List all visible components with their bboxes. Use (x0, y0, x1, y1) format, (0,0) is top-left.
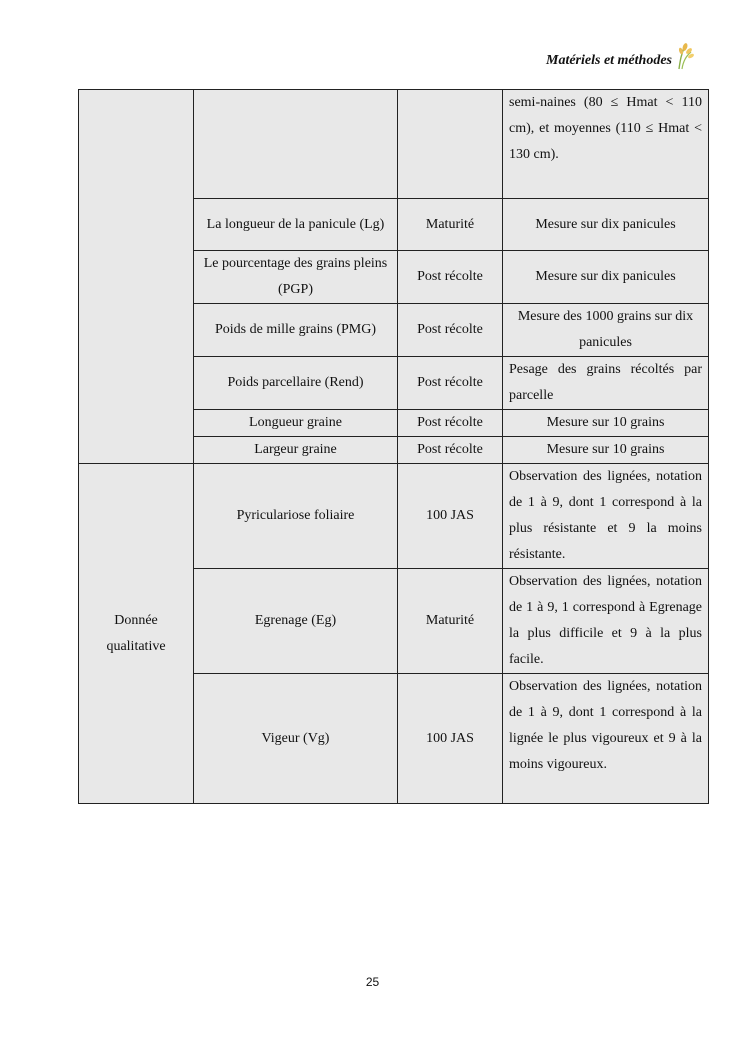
table-row (79, 90, 709, 199)
trait-cell (194, 90, 398, 199)
trait-cell: Vigeur (Vg) (194, 674, 398, 804)
methods-table (78, 89, 709, 804)
stage-cell: 100 JAS (398, 464, 503, 569)
page-number: 25 (365, 975, 380, 989)
table-row (79, 464, 709, 569)
stage-cell: Post récolte (398, 357, 503, 410)
trait-cell: La longueur de la panicule (Lg) (194, 199, 398, 251)
stage-cell (398, 90, 503, 199)
stage-cell: 100 JAS (398, 674, 503, 804)
trait-cell: Longueur graine (194, 410, 398, 437)
trait-cell: Pyriculariose foliaire (194, 464, 398, 569)
method-cell: Mesure sur dix panicules (503, 251, 709, 304)
method-cell: semi-naines (80 ≤ Hmat < 110 cm), et moyennes (110 ≤ Hmat < 130 cm). (503, 90, 709, 199)
trait-cell: Poids de mille grains (PMG) (194, 304, 398, 357)
method-cell: Mesure des 1000 grains sur dix panicules (503, 304, 709, 357)
stage-cell: Post récolte (398, 304, 503, 357)
method-cell: Observation des lignées, notation de 1 à 9, 1 correspond à Egrenage la plus difficile et 9 à la plus facile. (503, 569, 709, 674)
method-cell: Observation des lignées, notation de 1 à 9, dont 1 correspond à la lignée le plus vigoureux et 9 à la moins vigoureux. (503, 674, 709, 804)
trait-cell: Poids parcellaire (Rend) (194, 357, 398, 410)
trait-cell: Largeur graine (194, 437, 398, 464)
stage-cell: Post récolte (398, 251, 503, 304)
method-cell: Mesure sur dix panicules (503, 199, 709, 251)
grain-plant-icon (673, 42, 695, 70)
method-cell: Observation des lignées, notation de 1 à 9, dont 1 correspond à la plus résistante et 9 la moins résistante. (503, 464, 709, 569)
running-header-title: Matériels et méthodes (546, 53, 672, 68)
trait-cell: Le pourcentage des grains pleins (PGP) (194, 251, 398, 304)
group-label-cell (79, 90, 194, 464)
stage-cell: Maturité (398, 199, 503, 251)
stage-cell: Post récolte (398, 437, 503, 464)
trait-cell: Egrenage (Eg) (194, 569, 398, 674)
stage-cell: Maturité (398, 569, 503, 674)
stage-cell: Post récolte (398, 410, 503, 437)
method-cell: Mesure sur 10 grains (503, 437, 709, 464)
method-cell: Mesure sur 10 grains (503, 410, 709, 437)
group-label-cell: Donnée qualitative (79, 464, 194, 804)
method-cell: Pesage des grains récoltés par parcelle (503, 357, 709, 410)
